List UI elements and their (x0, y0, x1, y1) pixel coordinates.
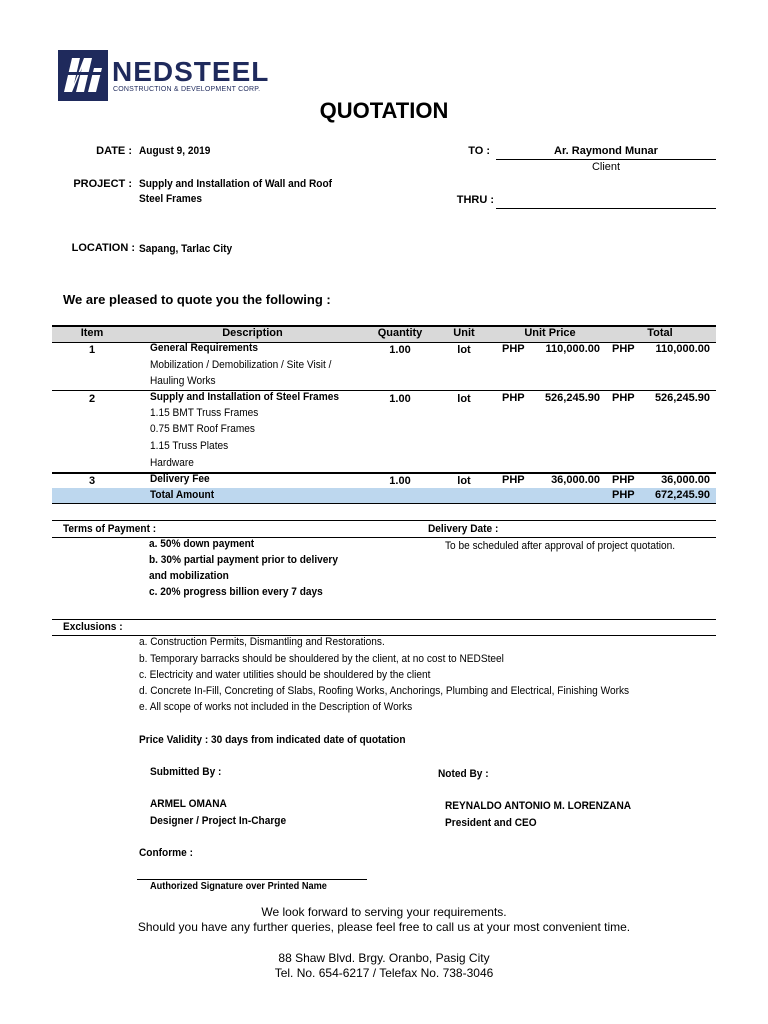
row3-item: 3 (88, 475, 96, 487)
conforme-label: Conforme : (139, 847, 193, 859)
terms-item-1: a. 50% down payment (149, 538, 255, 550)
exclusion-item-3: c. Electricity and water utilities should be shouldered by the client (139, 669, 431, 681)
exclusion-item-1: a. Construction Permits, Dismantling and Restorations. (139, 636, 385, 648)
submitted-label: Submitted By : (150, 766, 222, 778)
row2-unit: lot (457, 393, 471, 405)
terms-label: Terms of Payment : (63, 523, 157, 535)
row2-total-currency: PHP (612, 392, 635, 404)
row1-detail-2: Hauling Works (150, 375, 216, 387)
th-quantity: Quantity (377, 327, 423, 339)
total-label: Total Amount (150, 489, 215, 501)
total-value: 672,245.90 (654, 489, 710, 501)
thru-underline (496, 208, 716, 209)
total-currency: PHP (612, 489, 635, 501)
row3-price: 36,000.00 (551, 474, 600, 486)
terms-item-4: c. 20% progress billion every 7 days (149, 586, 323, 598)
row2-price-currency: PHP (502, 392, 525, 404)
delivery-value: To be scheduled after approval of project quotation. (445, 540, 676, 552)
row1-price-currency: PHP (502, 343, 525, 355)
row3-title: Delivery Fee (150, 473, 210, 485)
row3-price-currency: PHP (502, 474, 525, 486)
row2-price: 526,245.90 (544, 392, 600, 404)
intro-text: We are pleased to quote you the following : (63, 292, 331, 307)
th-description: Description (222, 327, 283, 339)
terms-item-2: b. 30% partial payment prior to delivery (149, 554, 338, 566)
to-value: Ar. Raymond Munar (554, 145, 658, 157)
row2-detail-4: Hardware (150, 457, 194, 469)
exclusions-label: Exclusions : (63, 621, 123, 633)
footer-line-1: We look forward to serving your requirements. (261, 905, 507, 919)
row3-total-currency: PHP (612, 474, 635, 486)
row2-detail-1: 1.15 BMT Truss Frames (150, 407, 259, 419)
exclusions-top-line (52, 619, 716, 620)
exclusion-item-5: e. All scope of works not included in the Description of Works (139, 701, 413, 713)
row1-detail-1: Mobilization / Demobilization / Site Visit / (150, 359, 332, 371)
terms-item-3: and mobilization (149, 570, 229, 582)
th-unit-price: Unit Price (524, 327, 576, 339)
project-line-2: Steel Frames (139, 193, 203, 205)
date-label: DATE : (96, 145, 132, 157)
noted-name: REYNALDO ANTONIO M. LORENZANA (445, 800, 632, 812)
th-unit: Unit (453, 327, 475, 339)
footer-address: 88 Shaw Blvd. Brgy. Oranbo, Pasig City (278, 951, 490, 965)
logo-name: NEDSTEEL (112, 56, 270, 87)
exclusion-item-4: d. Concrete In-Fill, Concreting of Slabs, Roofing Works, Anchorings, Plumbing and Electrical, Finishing Works (139, 685, 630, 697)
to-label: TO : (468, 145, 490, 157)
noted-role: President and CEO (445, 817, 537, 829)
project-line-1: Supply and Installation of Wall and Roof (139, 178, 333, 190)
page-title: QUOTATION (319, 98, 449, 123)
logo-subtitle: CONSTRUCTION & DEVELOPMENT CORP. (113, 86, 261, 93)
row1-price: 110,000.00 (545, 343, 600, 355)
location-value: Sapang, Tarlac City (139, 243, 233, 255)
row3-unit: lot (457, 475, 471, 487)
row3-total: 36,000.00 (661, 474, 710, 486)
th-item: Item (80, 327, 104, 339)
submitted-name: ARMEL OMANA (150, 798, 227, 810)
row2-qty: 1.00 (389, 393, 411, 405)
row1-total-currency: PHP (612, 343, 635, 355)
row1-title: General Requirements (150, 342, 258, 354)
to-underline (496, 159, 716, 160)
price-validity: Price Validity : 30 days from indicated date of quotation (139, 734, 406, 746)
submitted-role: Designer / Project In-Charge (150, 815, 287, 827)
row1-total: 110,000.00 (655, 343, 710, 355)
location-label: LOCATION : (71, 242, 135, 254)
logo-mark-icon (58, 50, 108, 101)
row2-detail-2: 0.75 BMT Roof Frames (150, 423, 255, 435)
project-label: PROJECT : (73, 178, 132, 190)
row2-title: Supply and Installation of Steel Frames (150, 391, 339, 403)
exclusion-item-2: b. Temporary barracks should be shouldered by the client, at no cost to NEDSteel (139, 653, 504, 665)
signature-caption: Authorized Signature over Printed Name (150, 881, 327, 892)
row1-unit: lot (457, 344, 471, 356)
to-caption: Client (591, 161, 621, 173)
row1-item: 1 (88, 344, 96, 356)
row2-detail-3: 1.15 Truss Plates (150, 440, 229, 452)
th-total: Total (647, 327, 673, 339)
delivery-label: Delivery Date : (428, 523, 499, 535)
company-logo (58, 50, 276, 101)
row2-total: 526,245.90 (654, 392, 710, 404)
date-value: August 9, 2019 (139, 145, 211, 157)
row1-qty: 1.00 (389, 344, 411, 356)
footer-phone: Tel. No. 654-6217 / Telefax No. 738-3046 (274, 966, 494, 980)
row2-item: 2 (88, 393, 96, 405)
terms-top-line (52, 520, 716, 521)
noted-label: Noted By : (438, 768, 489, 780)
thru-label: THRU : (456, 194, 494, 206)
footer-line-2: Should you have any further queries, please feel free to call us at your most convenient time. (137, 920, 631, 934)
signature-line (137, 879, 367, 880)
row3-qty: 1.00 (389, 475, 411, 487)
